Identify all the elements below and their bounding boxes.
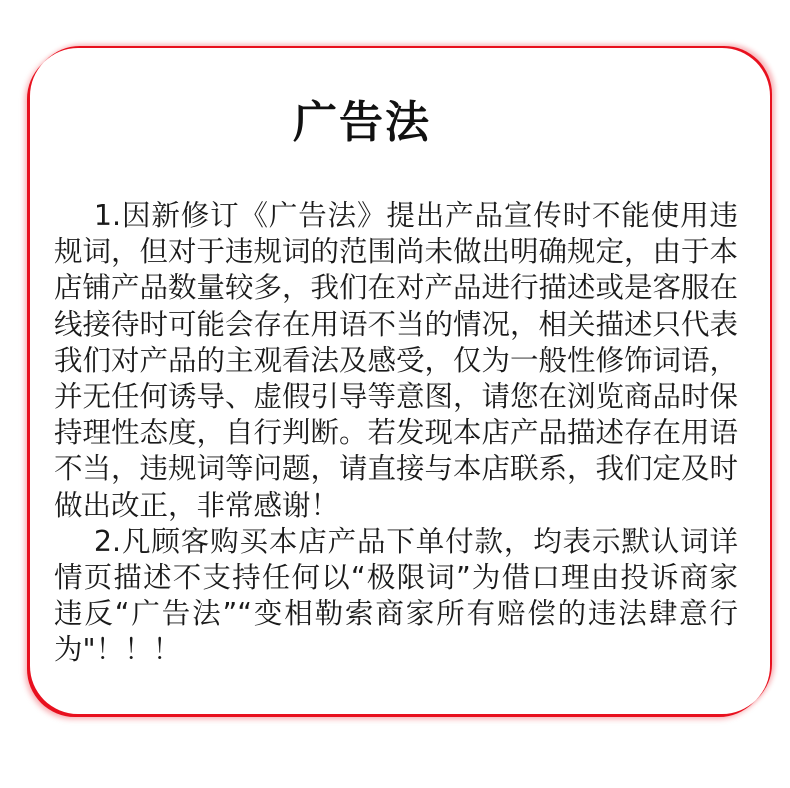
paragraph-2: 2.凡顾客购买本店产品下单付款，均表示默认词详情页描述不支持任何以“极限词”为借口理由投诉商家违反“广告法”“变相勒索商家所有赔偿的违法肆意行为"！！！ — [54, 524, 738, 667]
paragraph-1: 1.因新修订《广告法》提出产品宣传时不能使用违规词，但对于违规词的范围尚未做出明确规定，由于本店铺产品数量较多，我们在对产品进行描述或是客服在线接待时可能会存在用语不当的情况，相关描述只代表我们对产品的主观看法及感受，仅为一般性修饰词语，并无任何诱导、虚假引导等意图，请您在浏览商品时保持理性态度，自行判断。若发现本店产品描述存在用语不当，违规词等问题，请直接与本店联系，我们定及时做出改正，非常感谢！ — [54, 199, 739, 522]
page-title: 广告法 — [293, 97, 431, 148]
notice-body — [54, 198, 738, 669]
